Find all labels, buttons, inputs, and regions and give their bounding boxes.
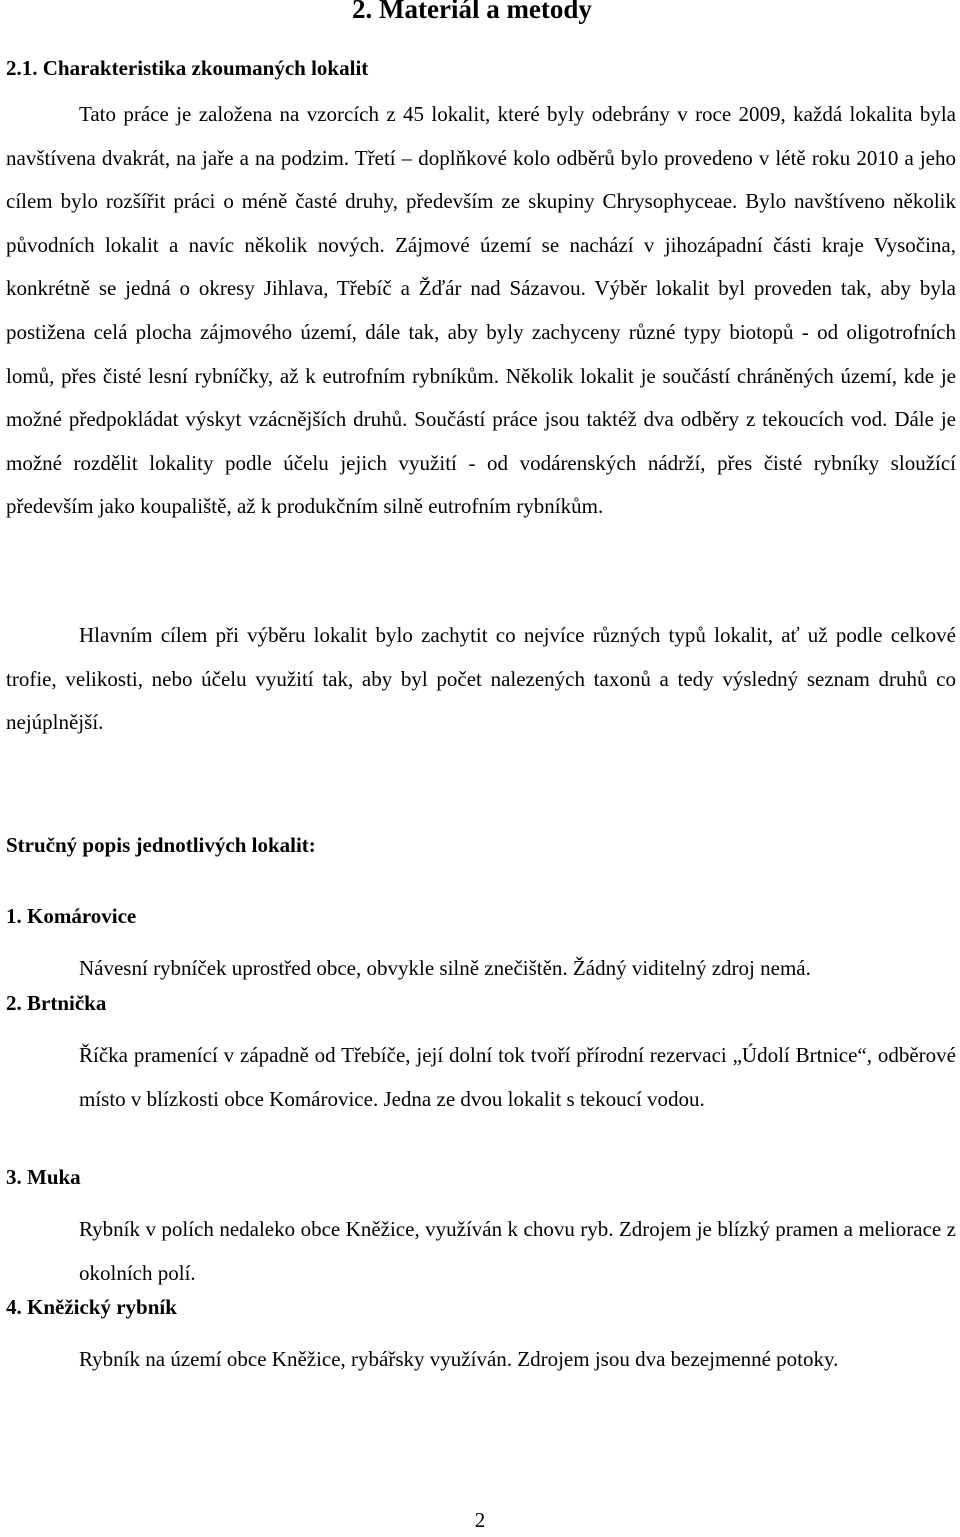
locality-description-knezicky-rybnik: Rybník na území obce Kněžice, rybářsky využíván. Zdrojem jsou dva bezejmenné potoky. xyxy=(79,1347,839,1371)
chapter-title: 2. Materiál a metody xyxy=(352,0,592,24)
locality-title-komarovice: 1. Komárovice xyxy=(6,904,137,928)
page-number: 2 xyxy=(474,1508,486,1532)
section-title: 2.1. Charakteristika zkoumaných lokalit xyxy=(6,56,369,80)
locality-description-komarovice: Návesní rybníček uprostřed obce, obvykle silně znečištěn. Žádný viditelný zdroj nemá. xyxy=(79,956,811,980)
locality-title-muka: 3. Muka xyxy=(6,1165,81,1189)
locality-description-muka: Rybník v polích nedaleko obce Kněžice, využíván k chovu ryb. Zdrojem je blízký pramen a meliorace z okolních polí. xyxy=(79,1217,956,1285)
locality-list-heading: Stručný popis jednotlivých lokalit: xyxy=(6,833,316,857)
intro-paragraph: Tato práce je založena na vzorcích z 45 lokalit, které byly odebrány v roce 2009, každá lokalita byla navštívena dvakrát, na jaře a na podzim. Třetí – doplňkové kolo odběrů bylo provedeno v létě roku 2010 a jeho cílem bylo rozšířit práci o méně časté druhy, především ze skupiny Chrysophyceae. Bylo navštíveno několik původních lokalit a navíc několik nových. Zájmové území se nachází v jihozápadní části kraje Vysočina, konkrétně se jedná o okresy Jihlava, Třebíč a Žďár nad Sázavou. Výběr lokalit byl proveden tak, aby byla postižena celá plocha zájmového území, dále tak, aby byly zachyceny různé typy biotopů - od oligotrofních lomů, přes čisté lesní rybníčky, až k eutrofním rybníkům. Několik lokalit je součástí chráněných území, kde je možné předpokládat výskyt vzácnějších druhů. Součástí práce jsou taktéž dva odběry z tekoucích vod. Dále je možné rozdělit lokality podle účelu jejich využití - od vodárenských nádrží, přes čisté rybníky sloužící především jako koupaliště, až k produkčním silně eutrofním rybníkům. xyxy=(6,102,956,519)
aim-paragraph: Hlavním cílem při výběru lokalit bylo zachytit co nejvíce různých typů lokalit, ať už podle celkové trofie, velikosti, nebo účelu využití tak, aby byl počet nalezených taxonů a tedy výsledný seznam druhů co nejúplnější. xyxy=(6,623,956,735)
locality-title-knezicky-rybnik: 4. Kněžický rybník xyxy=(6,1295,177,1319)
locality-title-brtnicka: 2. Brtnička xyxy=(6,991,107,1015)
locality-description-brtnicka: Říčka pramenící v západně od Třebíče, její dolní tok tvoří přírodní rezervaci „Údolí Brtnice“, odběrové místo v blízkosti obce Komárovice. Jedna ze dvou lokalit s tekoucí vodou. xyxy=(79,1043,956,1111)
